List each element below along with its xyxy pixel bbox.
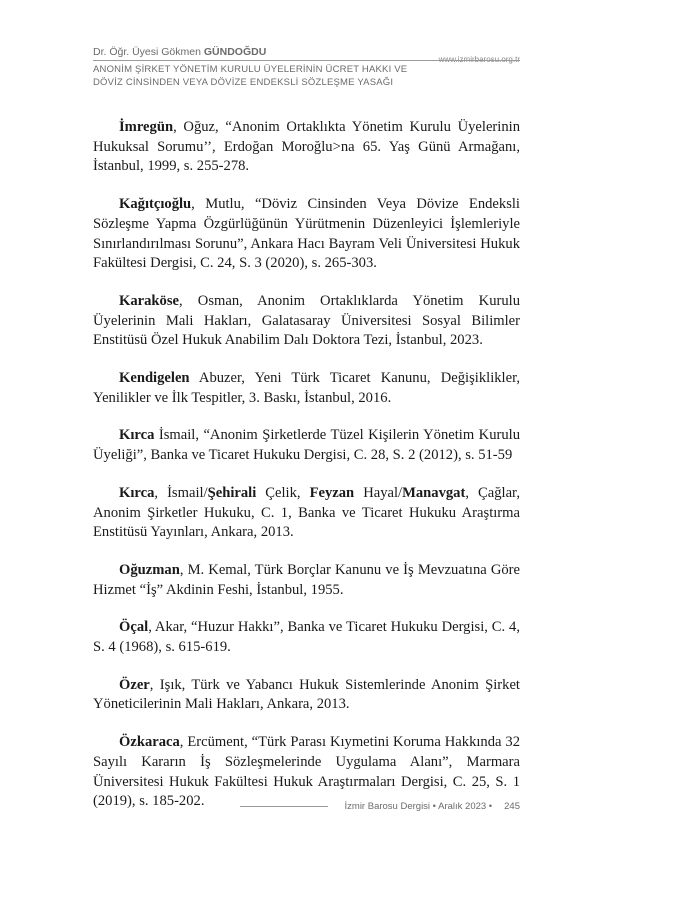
reference-entry — [93, 292, 520, 351]
reference-list — [93, 118, 520, 830]
reference-author: Şehirali — [207, 484, 257, 501]
journal-name: İzmir Barosu Dergisi • Aralık 2023 • — [344, 801, 493, 812]
article-title-line-2: DÖVİZ CİNSİNDEN VEYA DÖVİZE ENDEKSLİ SÖZLEŞME YASAĞI — [93, 77, 394, 88]
article-title — [93, 63, 423, 89]
reference-entry — [93, 561, 520, 600]
reference-text: , M. Kemal, Türk Borçlar Kanunu ve İş Mevzuatına Göre Hizmet “İş” Akdinin Feshi, İstanbul, 1955. — [93, 561, 520, 598]
reference-author: Manavgat — [402, 484, 466, 501]
reference-text: , Ercüment, “Türk Parası Kıymetini Koruma Hakkında 32 Sayılı Kararın İş Sözleşmelerinde Uygulama Alanı”, Marmara Üniversitesi Hukuk Fakültesi Hukuk Araştırmaları Dergisi, C. 25, S. 1 (2019), s. 185-202. — [93, 734, 520, 810]
footer-text — [345, 801, 520, 812]
reference-text: Çelik, — [256, 484, 310, 501]
reference-author: Özer — [119, 676, 150, 693]
page-number: 245 — [504, 801, 520, 812]
reference-text: , Akar, “Huzur Hakkı”, Banka ve Ticaret Hukuku Dergisi, C. 4, S. 4 (1968), s. 615-619. — [93, 619, 520, 656]
reference-text: , Osman, Anonim Ortaklıklarda Yönetim Kurulu Üyelerinin Mali Hakları, Galatasaray Üniversitesi Sosyal Bilimler Enstitüsü Özel Hukuk Anabilim Dalı Doktora Tezi, İstanbul, 2023. — [93, 292, 520, 349]
author-name — [93, 46, 266, 58]
reference-entry — [93, 484, 520, 543]
reference-text: Hayal/ — [354, 484, 403, 501]
reference-text: , Oğuz, “Anonim Ortaklıkta Yönetim Kurulu Üyelerinin Hukuksal Sorumu’’, Erdoğan Moroğlu>na 65. Yaş Günü Armağanı, İstanbul, 1999, s. 255-278. — [93, 119, 520, 175]
reference-author: Oğuzman — [119, 561, 180, 578]
reference-author: Öçal — [119, 619, 149, 636]
footer-divider — [240, 806, 328, 807]
reference-author: Özkaraca — [119, 734, 180, 751]
author-surname: GÜNDOĞDU — [203, 46, 267, 58]
reference-entry — [93, 676, 520, 715]
reference-author: Kağıtçıoğlu — [119, 196, 192, 213]
reference-entry — [93, 195, 520, 274]
reference-text: , İsmail/ — [154, 484, 208, 501]
reference-text: İsmail, “Anonim Şirketlerde Tüzel Kişilerin Yönetim Kurulu Üyeliği”, Banka ve Ticaret Hukuku Dergisi, C. 28, S. 2 (2012), s. 51-59 — [93, 427, 520, 464]
reference-text: , Işık, Türk ve Yabancı Hukuk Sistemlerinde Anonim Şirket Yöneticilerinin Mali Hakları, Ankara, 2013. — [93, 676, 520, 713]
header-divider — [93, 60, 520, 61]
reference-text: , Çağlar, Anonim Şirketler Hukuku, C. 1, Banka ve Ticaret Hukuku Araştırma Enstitüsü Yayınları, Ankara, 2013. — [93, 484, 520, 541]
reference-entry — [93, 369, 520, 408]
website-link[interactable]: www.izmirbarosu.org.tr — [438, 55, 520, 64]
author-title: Dr. Öğr. Üyesi Gökmen — [93, 46, 204, 58]
reference-text: , Mutlu, “Döviz Cinsinden Veya Dövize Endeksli Sözleşme Yapma Özgürlüğünün Yürütmenin Düzenleyici İşlemleriyle Sınırlandırılması Sorunu”, Ankara Hacı Bayram Veli Üniversitesi Hukuk Fakültesi Dergisi, C. 24, S. 3 (2020), s. 265-303. — [93, 196, 520, 272]
reference-entry — [93, 118, 520, 177]
article-title-line-1: ANONİM ŞİRKET YÖNETİM KURULU ÜYELERİNİN ÜCRET HAKKI VE — [93, 64, 408, 75]
reference-author: Kendigelen — [119, 370, 190, 387]
reference-author: Feyzan — [309, 484, 355, 501]
reference-text: Abuzer, Yeni Türk Ticaret Kanunu, Değişiklikler, Yenilikler ve İlk Tespitler, 3. Baskı, İstanbul, 2016. — [93, 370, 520, 406]
reference-author: Kırca — [119, 427, 155, 444]
reference-entry — [93, 426, 520, 465]
reference-author: Karaköse — [119, 292, 179, 309]
reference-author: İmregün — [119, 119, 174, 135]
reference-author: Kırca — [119, 484, 155, 501]
reference-entry — [93, 618, 520, 657]
